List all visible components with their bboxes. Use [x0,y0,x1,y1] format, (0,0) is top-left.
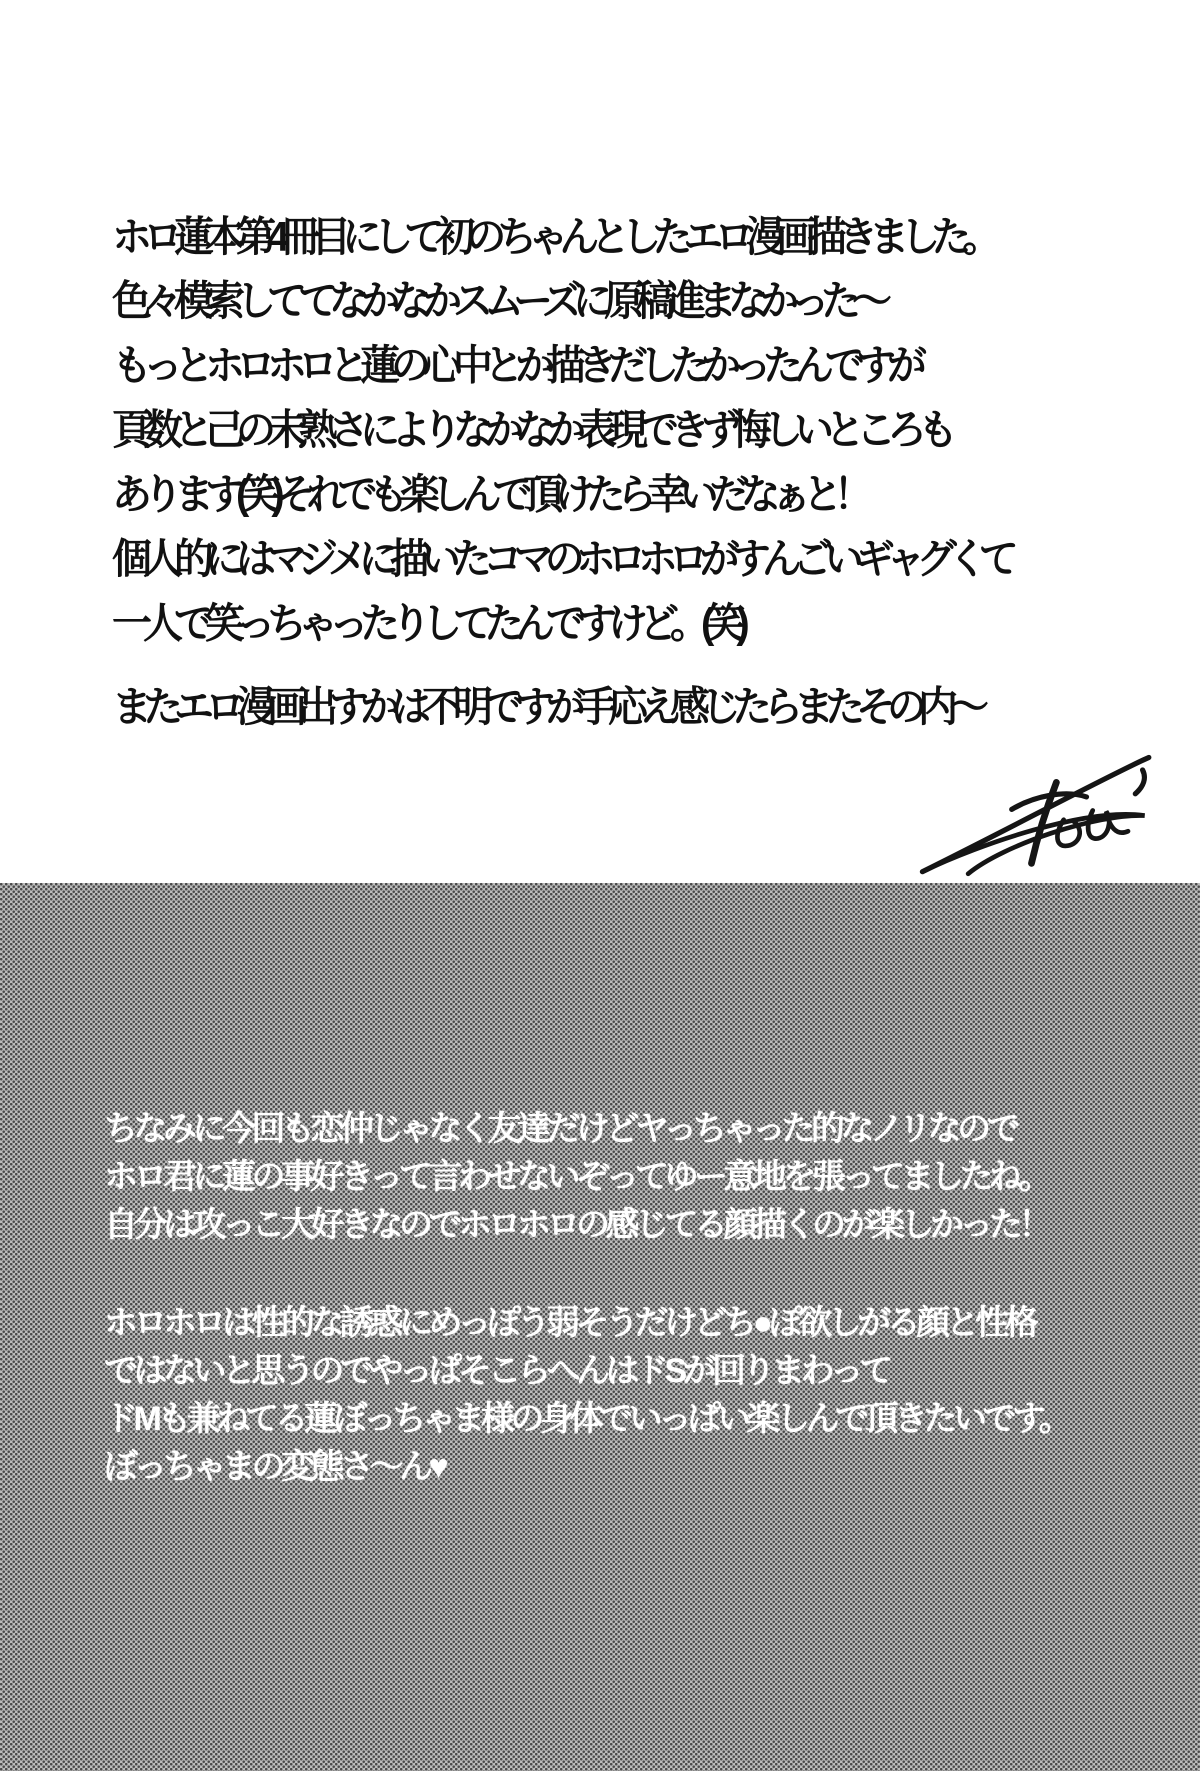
afterword-line-7: 一人で笑っちゃったりしてたんですけど。(笑) [112,601,741,647]
halftone-section [0,883,1200,1771]
gray-line-3: 自分は攻っこ大好きなのでホロホロの感じてる顔描くのが楽しかった！ [104,1206,1048,1244]
afterword-line-2: 色々模索しててなかなかスムーズに原稿進まなかった～ [112,278,883,325]
afterword-text-block [112,205,1112,740]
afterword-line-4: 頁数と己の未熟さによりなかなか表現できず悔しいところも [112,407,949,454]
gray-line-5: ではないと思うのでやっぱそこらへんはドSが回りまわって [104,1352,889,1390]
afterword-line-1: ホロ蓮本第4冊目にして初のちゃんとしたエロ漫画描きました。 [112,214,994,261]
afterword-line-5: あります(笑)それでも楽しんで頂けたら幸いだなぁと！ [112,472,865,519]
gray-line-6: ドMも兼ねてる蓮ぼっちゃま様の身体でいっぱい楽しんで頂きたいです。 [104,1400,1069,1438]
afterword-closing-line: またエロ漫画出すかは不明ですが手応え感じたらまたその内～ [112,684,980,731]
afterword-line-6: 個人的にはマジメに描いたコマのホロホロがすんごいギャグくて [112,536,1010,583]
artist-signature [905,745,1160,880]
afterword-line-3: もっとホロホロと蓮の心中とか描きだしたかったんですが [112,343,918,390]
halftone-text-block [104,1105,1164,1491]
paragraph-gap [104,1249,1164,1299]
gray-line-1: ちなみに今回も恋仲じゃなく友達だけどヤっちゃった的なノリなので [104,1110,1017,1148]
gray-line-2: ホロ君に蓮の事好きって言わせないぞってゆー意地を張ってましたね。 [104,1158,1048,1196]
paragraph-gap [112,656,1112,675]
gray-line-4: ホロホロは性的な誘惑にめっぽう弱そうだけどち●ぽ欲しがる顔と性格 [104,1304,1035,1342]
gray-line-7: ぼっちゃまの変態さ～ん♥ [104,1448,445,1486]
